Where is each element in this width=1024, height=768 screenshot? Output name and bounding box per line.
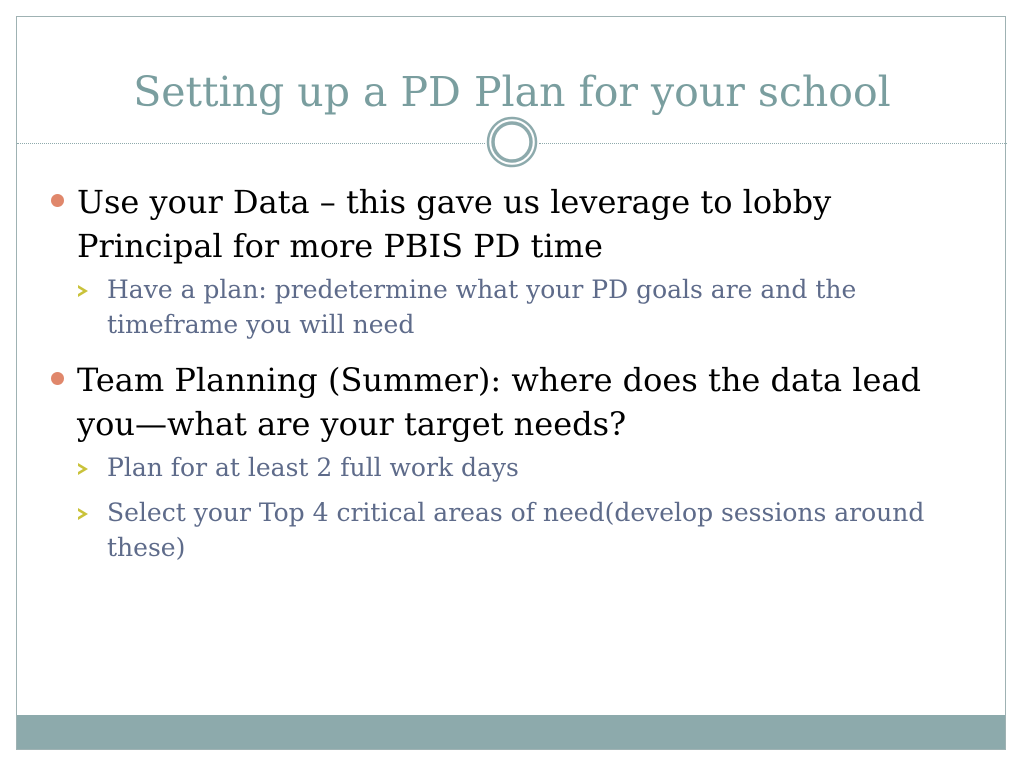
bullet-text: Team Planning (Summer): where does the data lead you—what are your target needs? — [77, 361, 921, 443]
sub-bullet-item — [47, 272, 977, 342]
slide-title: Setting up a PD Plan for your school — [133, 68, 891, 116]
arrowhead-icon — [78, 508, 88, 520]
sub-bullet-text: Have a plan: predetermine what your PD goals are and the timeframe you will need — [107, 275, 857, 339]
filled-circle-icon — [51, 372, 64, 385]
sub-bullet-item — [47, 450, 977, 485]
arrowhead-icon — [78, 285, 88, 297]
sub-bullet-item — [47, 495, 977, 565]
footer-bar — [17, 715, 1005, 749]
filled-circle-icon — [51, 194, 64, 207]
sub-bullet-text: Plan for at least 2 full work days — [107, 453, 519, 482]
title-divider-right — [539, 143, 1007, 144]
arrowhead-icon — [78, 463, 88, 475]
slide — [16, 16, 1006, 750]
sub-bullet-text: Select your Top 4 critical areas of need(develop sessions around these) — [107, 498, 925, 562]
double-ring-icon — [486, 116, 538, 168]
bullet-item — [47, 358, 977, 446]
title-divider-left — [17, 143, 485, 144]
bullet-item — [47, 180, 977, 268]
bullet-text: Use your Data – this gave us leverage to lobby Principal for more PBIS PD time — [77, 183, 832, 265]
slide-body — [47, 180, 977, 575]
